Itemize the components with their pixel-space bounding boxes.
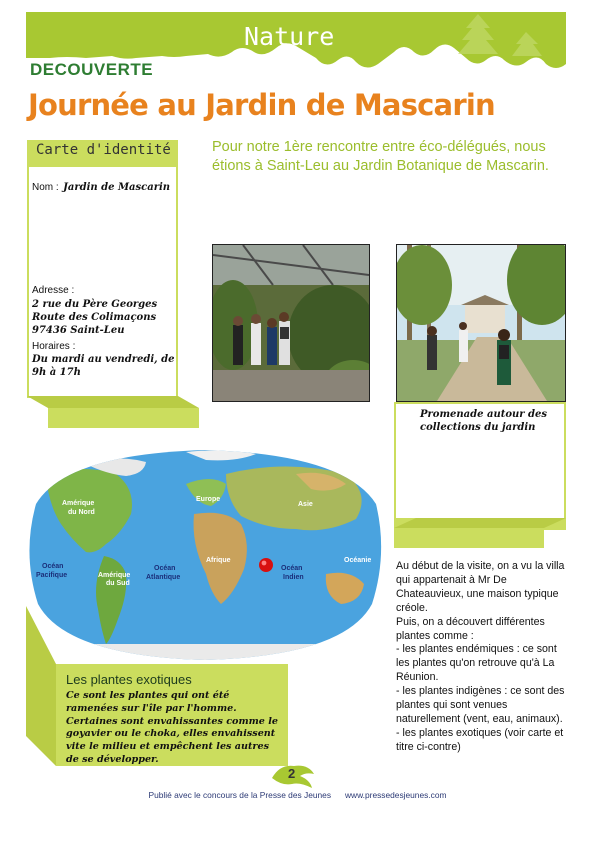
map-label-indian-2: Indien: [283, 574, 304, 581]
footer: [0, 790, 595, 800]
identity-card-heading: Carte d'identité: [36, 142, 171, 158]
banner-word: Nature: [244, 22, 335, 51]
card-name-value: Jardin de Mascarin: [63, 182, 171, 193]
map-label-north-america-1: Amérique: [62, 500, 95, 507]
card-hours: [32, 353, 178, 379]
identity-card-3d-base: [27, 396, 199, 430]
caption-3d-base: [394, 518, 566, 550]
map-label-asia: Asie: [298, 501, 313, 508]
card-address-line: 97436 Saint-Leu: [32, 325, 125, 336]
visit-paragraph: - les plantes exotiques (voir carte et titre ci-contre): [396, 726, 564, 753]
visit-paragraph: - les plantes indigènes : ce sont des plantes qui sont venues naturellement (vent, eau, animaux).: [396, 685, 565, 725]
section-label: DECOUVERTE: [30, 60, 154, 79]
card-hours-label: Horaires :: [32, 341, 76, 352]
card-address-line: Route des Colimaçons: [32, 312, 157, 323]
plants-text: Ce sont les plantes qui ont été ramenées sur l'île par l'homme. Certaines sont envahissantes comme le goyavier ou le choka, elles envahissent vite le milieu et empêchent les autres de se développer.: [66, 690, 278, 765]
card-address: [32, 298, 176, 337]
map-label-oceania: Océanie: [344, 557, 372, 564]
photo-greenhouse: [212, 244, 370, 402]
footer-website[interactable]: www.pressedesjeunes.com: [344, 790, 447, 800]
map-label-atlantic-2: Atlantique: [146, 574, 181, 581]
map-label-south-america-1: Amérique: [98, 572, 131, 579]
footer-credit: Publié avec le concours de la Presse des Jeunes: [148, 790, 332, 800]
plants-title: Les plantes exotiques: [66, 672, 192, 687]
card-name-row: [32, 177, 174, 195]
map-label-europe: Europe: [196, 496, 221, 503]
card-hours-line: Du mardi au vendredi, de: [32, 354, 175, 365]
page-number: 2: [288, 766, 296, 781]
photo-caption: Promenade autour des collections du jardin: [420, 409, 548, 433]
visit-paragraph: Au début de la visite, on a vu la villa qui appartenait à Mr De Chateauvieux, une maison typique créole.: [396, 560, 565, 614]
map-label-africa: Afrique: [206, 557, 231, 564]
card-address-label: Adresse :: [32, 285, 75, 296]
visit-paragraph: - les plantes endémiques : ce sont les plantes qu'on retrouve qu'à La Réunion.: [396, 643, 557, 684]
map-label-north-america-2: du Nord: [68, 509, 95, 516]
map-label-atlantic-1: Océan: [154, 565, 176, 572]
map-label-south-america-2: du Sud: [106, 580, 130, 587]
map-label-pacific-2: Pacifique: [36, 572, 68, 579]
map-label-pacific-1: Océan: [42, 563, 64, 570]
page-title: Journée au Jardin de Mascarin: [28, 88, 495, 122]
card-name-label: Nom :: [32, 182, 59, 193]
visit-paragraph: Puis, on a découvert différentes plantes comme :: [396, 615, 545, 642]
card-hours-line: 9h à 17h: [32, 367, 81, 378]
card-address-line: 2 rue du Père Georges: [32, 299, 158, 310]
intro-paragraph: Pour notre 1ère rencontre entre éco-délégués, nous étions à Saint-Leu au Jardin Botanique de Mascarin.: [212, 139, 549, 174]
photo-walk: [396, 244, 566, 402]
visit-text: [396, 560, 568, 755]
map-label-indian-1: Océan: [281, 565, 303, 572]
world-map: [26, 444, 384, 664]
